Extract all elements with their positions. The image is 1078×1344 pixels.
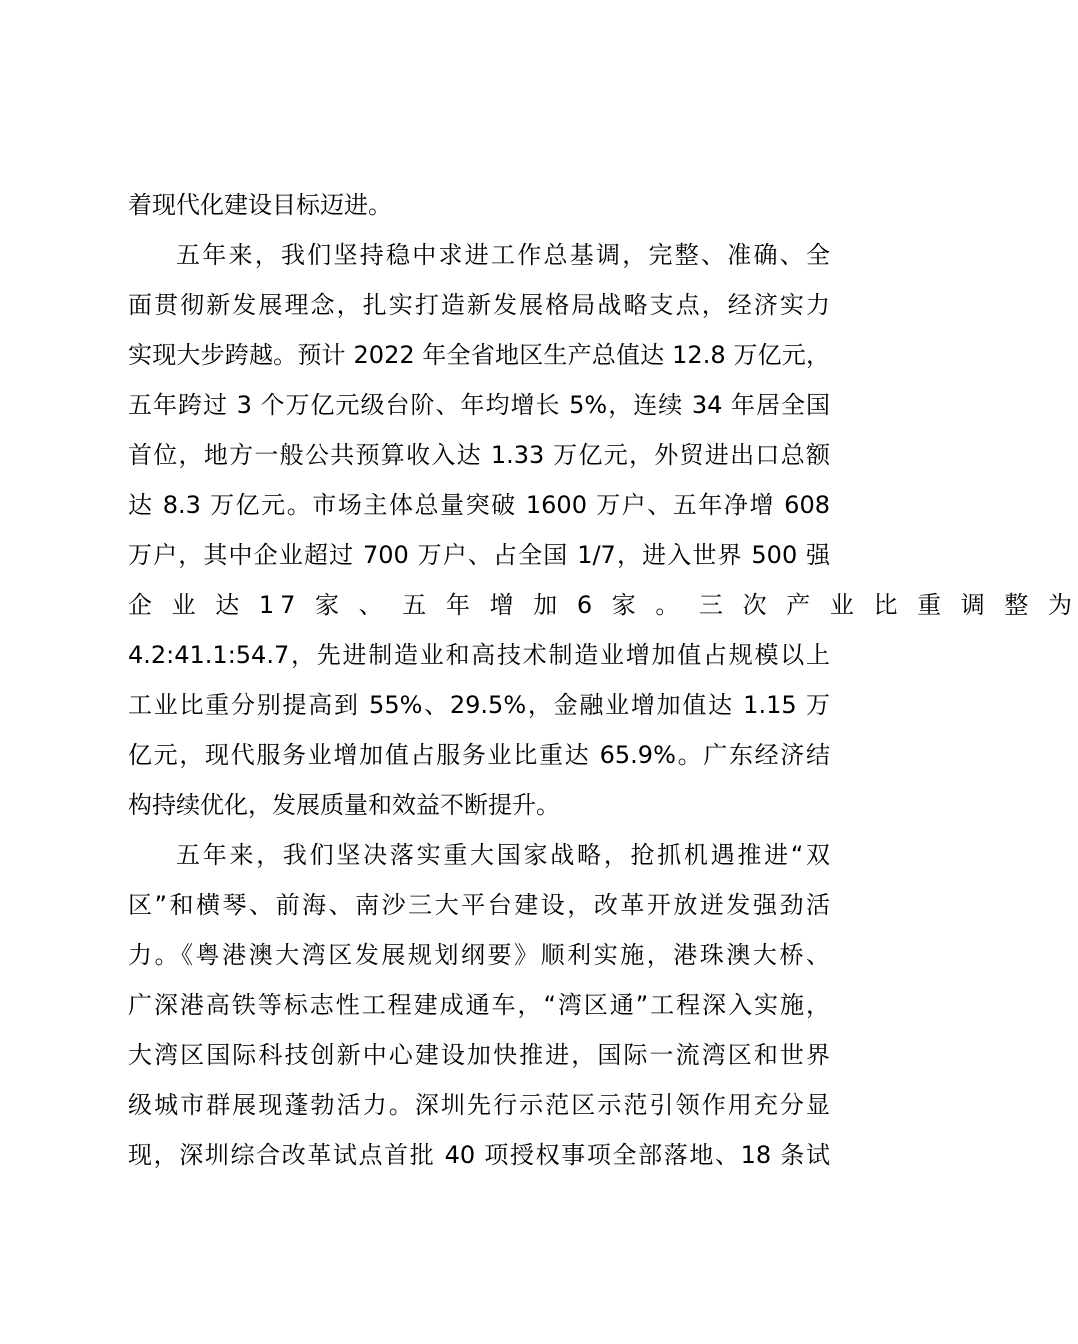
text-line: 首位，地方一般公共预算收入达 1.33 万亿元，外贸进出口总额 — [128, 441, 830, 469]
text-line: 广深港高铁等标志性工程建成通车，“湾区通”工程深入实施， — [128, 991, 830, 1019]
text-line: 4.2:41.1:54.7，先进制造业和高技术制造业增加值占规模以上 — [128, 641, 830, 669]
text-line: 力。《粤港澳大湾区发展规划纲要》顺利实施，港珠澳大桥、 — [128, 941, 830, 969]
text-line: 万户，其中企业超过 700 万户、占全国 1/7，进入世界 500 强 — [128, 541, 830, 569]
text-line: 五年来，我们坚决落实重大国家战略，抢抓机遇推进“双 — [176, 841, 830, 869]
paragraph-3 — [128, 830, 830, 1180]
text-line: 实现大步跨越。预计 2022 年全省地区生产总值达 12.8 万亿元， — [128, 341, 830, 369]
paragraph-2 — [128, 230, 1078, 830]
text-line: 构持续优化，发展质量和效益不断提升。 — [128, 791, 560, 819]
text-line: 面贯彻新发展理念，扎实打造新发展格局战略支点，经济实力 — [128, 291, 830, 319]
text-line: 大湾区国际科技创新中心建设加快推进，国际一流湾区和世界 — [128, 1041, 830, 1069]
text-line: 企 业 达 17 家 、 五 年 增 加 6 家 。 三 次 产 业 比 重 调 整 为 — [128, 591, 1078, 619]
text-line: 五年跨过 3 个万亿元级台阶、年均增长 5%，连续 34 年居全国 — [128, 391, 830, 419]
text-line: 五年来，我们坚持稳中求进工作总基调，完整、准确、全 — [176, 241, 830, 269]
text-line: 区”和横琴、前海、南沙三大平台建设，改革开放迸发强劲活 — [128, 891, 830, 919]
text-line: 着现代化建设目标迈进。 — [128, 191, 392, 219]
text-line: 工业比重分别提高到 55%、29.5%，金融业增加值达 1.15 万 — [128, 691, 830, 719]
text-line: 达 8.3 万亿元。市场主体总量突破 1600 万户、五年净增 608 — [128, 491, 830, 519]
text-line: 亿元，现代服务业增加值占服务业比重达 65.9%。广东经济结 — [128, 741, 830, 769]
document-page — [128, 180, 1078, 1180]
text-line: 级城市群展现蓬勃活力。深圳先行示范区示范引领作用充分显 — [128, 1091, 830, 1119]
paragraph-1 — [128, 180, 830, 230]
text-line: 现，深圳综合改革试点首批 40 项授权事项全部落地、18 条试 — [128, 1141, 830, 1169]
